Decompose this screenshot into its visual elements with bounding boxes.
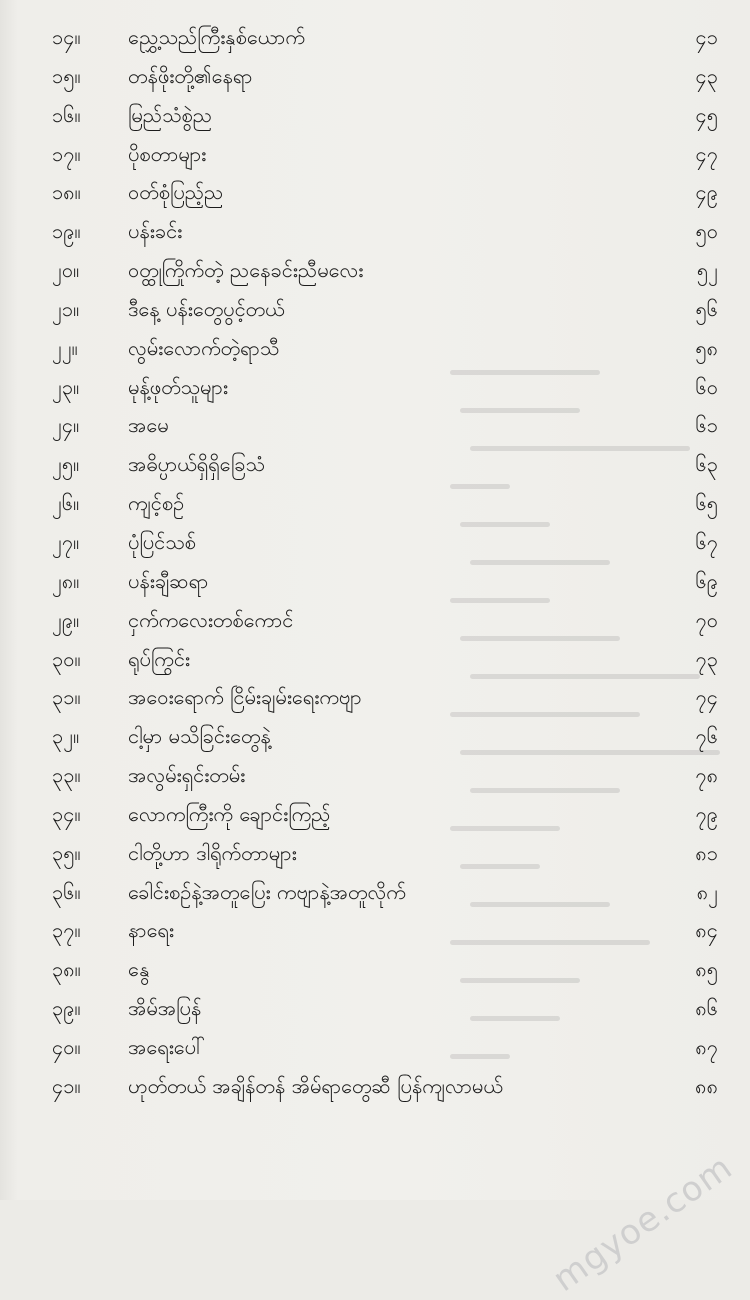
toc-entry-title: မြည်သံစွဲည: [128, 102, 213, 127]
toc-entry-title: နာရေး: [128, 918, 174, 943]
toc-entry: [0, 989, 750, 1028]
toc-entry-number: ၄၁။: [52, 1073, 81, 1098]
toc-entry-page-number: ၅၈: [695, 335, 718, 360]
toc-entry-page-number: ၈၅: [695, 957, 718, 982]
toc-entry-page-number: ၇၆: [695, 724, 718, 749]
toc-entry-page-number: ၈၁: [695, 840, 718, 865]
toc-entry-title: ခေါင်းစဉ်နဲ့အတူပြေး ကဗျာနဲ့အတူလိုက်: [128, 879, 406, 904]
toc-entry-number: ၄၀။: [52, 1034, 81, 1059]
toc-entry: [0, 290, 750, 329]
toc-entry-title: အဝေးရောက် ငြိမ်းချမ်းရေးကဗျာ: [128, 685, 362, 710]
toc-entry-page-number: ၇၈: [695, 763, 718, 788]
toc-entry-title: ပန်းခင်း: [128, 219, 183, 244]
toc-entry-number: ၁၇။: [52, 141, 81, 166]
toc-entry-page-number: ၈၇: [695, 1034, 718, 1059]
toc-entry-title: လွမ်းလောက်တဲ့ရာသီ: [128, 335, 280, 360]
toc-entry-number: ၃၈။: [52, 957, 81, 982]
toc-entry-number: ၃၅။: [52, 840, 81, 865]
toc-entry-title: ငါတို့ဟာ ဒါရိုက်တာများ: [128, 840, 297, 865]
toc-entry-number: ၂၅။: [52, 452, 80, 477]
toc-entry-page-number: ၅၆: [695, 296, 718, 321]
toc-entry-title: တန်ဖိုးတို့၏နေရာ: [128, 63, 253, 88]
toc-entry-title: ဝတ်စုံပြည့်ည: [128, 180, 224, 205]
toc-entry-title: ငါ့မှာ မသိခြင်းတွေနဲ့: [128, 724, 271, 749]
toc-entry-page-number: ၆၅: [695, 491, 718, 516]
toc-entry-number: ၁၄။: [52, 25, 81, 49]
toc-entry: [0, 96, 750, 135]
toc-entry-title: ညွှေ့သည်ကြီးနှစ်ယောက်: [128, 25, 305, 49]
table-of-contents: [0, 18, 750, 1106]
toc-entry: [0, 834, 750, 873]
toc-entry: [0, 329, 750, 368]
toc-entry-title: လောကကြီးကို ချောင်းကြည့်: [128, 801, 331, 826]
toc-entry-page-number: ၆၀: [695, 374, 718, 399]
toc-entry-title: မုန့်ဖုတ်သူများ: [128, 374, 228, 399]
toc-entry: [0, 173, 750, 212]
toc-entry-number: ၃၆။: [52, 879, 81, 904]
toc-entry: [0, 18, 750, 57]
toc-entry-number: ၃၁။: [52, 685, 81, 710]
toc-entry: [0, 484, 750, 523]
toc-entry-page-number: ၇၉: [695, 801, 718, 826]
toc-entry-number: ၁၅။: [52, 63, 81, 88]
toc-entry: [0, 445, 750, 484]
toc-entry-number: ၂၀။: [52, 258, 80, 283]
toc-entry: [0, 601, 750, 640]
toc-entry: [0, 640, 750, 679]
toc-entry: [0, 562, 750, 601]
toc-entry-page-number: ၈၄: [695, 918, 718, 943]
toc-entry-number: ၂၈။: [52, 568, 80, 593]
toc-entry-page-number: ၈၈: [695, 1073, 718, 1098]
toc-entry-number: ၂၃။: [52, 374, 80, 399]
toc-entry-page-number: ၈၂: [696, 879, 718, 904]
toc-entry: [0, 950, 750, 989]
toc-entry: [0, 1028, 750, 1067]
toc-entry-title: အလွမ်းရှင်းတမ်း: [128, 763, 246, 788]
toc-entry-page-number: ၄၃: [695, 63, 718, 88]
toc-entry-title: ပန်းချီဆရာ: [128, 568, 209, 593]
toc-entry: [0, 523, 750, 562]
toc-entry: [0, 406, 750, 445]
toc-entry-number: ၂၉။: [52, 607, 80, 632]
toc-entry-number: ၃၂။: [52, 724, 80, 749]
toc-entry-number: ၁၉။: [52, 219, 81, 244]
toc-entry-title: ရုပ်ကြွင်း: [128, 646, 190, 671]
toc-entry-number: ၁၆။: [52, 102, 81, 127]
toc-entry-page-number: ၆၃: [695, 452, 718, 477]
toc-entry: [0, 678, 750, 717]
toc-entry-title: အိမ်အပြန်: [128, 996, 202, 1021]
toc-entry-title: နွေ: [128, 957, 150, 982]
toc-entry-page-number: ၄၉: [695, 180, 718, 205]
toc-entry-title: အဓိပ္ပာယ်ရှိရှိခြေသံ: [128, 452, 265, 477]
toc-entry-page-number: ၇၀: [695, 607, 718, 632]
toc-entry-page-number: ၇၃: [695, 646, 718, 671]
toc-entry-number: ၂၇။: [52, 529, 80, 554]
toc-entry-title: ပိုစတာများ: [128, 141, 207, 166]
toc-entry-title: ငှက်ကလေးတစ်ကောင်: [128, 607, 294, 632]
toc-entry: [0, 756, 750, 795]
watermark: mgyoe.com: [545, 1147, 740, 1300]
toc-entry: [0, 251, 750, 290]
toc-entry-title: ဒီနေ့ ပန်းတွေပွင့်တယ်: [128, 296, 285, 321]
toc-entry-title: ဝတ္ထုကြိုက်တဲ့ ညနေခင်းညီမလေး: [128, 258, 364, 283]
toc-entry-page-number: ၆၇: [695, 529, 718, 554]
toc-entry-page-number: ၇၄: [695, 685, 718, 710]
toc-entry-page-number: ၄၇: [695, 141, 718, 166]
toc-entry-number: ၃၉။: [52, 996, 81, 1021]
toc-entry-number: ၁၈။: [52, 180, 81, 205]
toc-entry-number: ၂၆။: [52, 491, 80, 516]
toc-entry: [0, 795, 750, 834]
toc-entry-page-number: ၈၆: [695, 996, 718, 1021]
toc-entry-number: ၃၄။: [52, 801, 81, 826]
toc-entry-title: အမေ: [128, 413, 169, 438]
toc-entry-page-number: ၆၉: [695, 568, 718, 593]
toc-entry-page-number: ၅၀: [695, 219, 718, 244]
toc-entry-title: ပုံပြင်သစ်: [128, 529, 196, 554]
toc-entry-number: ၃၃။: [52, 763, 81, 788]
toc-entry: [0, 873, 750, 912]
toc-entry-number: ၃၇။: [52, 918, 81, 943]
toc-entry: [0, 911, 750, 950]
toc-entry-page-number: ၄၅: [695, 102, 718, 127]
toc-entry-number: ၂၁။: [52, 296, 80, 321]
toc-entry-page-number: ၆၁: [695, 413, 718, 438]
toc-entry: [0, 1067, 750, 1106]
toc-entry-title: အရေးပေါ်: [128, 1034, 206, 1059]
toc-entry: [0, 135, 750, 174]
toc-entry-page-number: ၄၁: [695, 25, 718, 49]
toc-entry: [0, 717, 750, 756]
toc-entry-page-number: ၅၂: [696, 258, 718, 283]
toc-entry: [0, 57, 750, 96]
toc-entry-number: ၃၀။: [52, 646, 81, 671]
toc-entry: [0, 368, 750, 407]
toc-entry-number: ၂၄။: [52, 413, 80, 438]
toc-entry-title: ဟုတ်တယ် အချိန်တန် အိမ်ရာတွေဆီ ပြန်ကျလာမယ်: [128, 1073, 503, 1098]
toc-entry-number: ၂၂။: [52, 335, 78, 360]
toc-entry: [0, 212, 750, 251]
toc-entry-title: ကျင့်စဉ်: [128, 491, 185, 516]
